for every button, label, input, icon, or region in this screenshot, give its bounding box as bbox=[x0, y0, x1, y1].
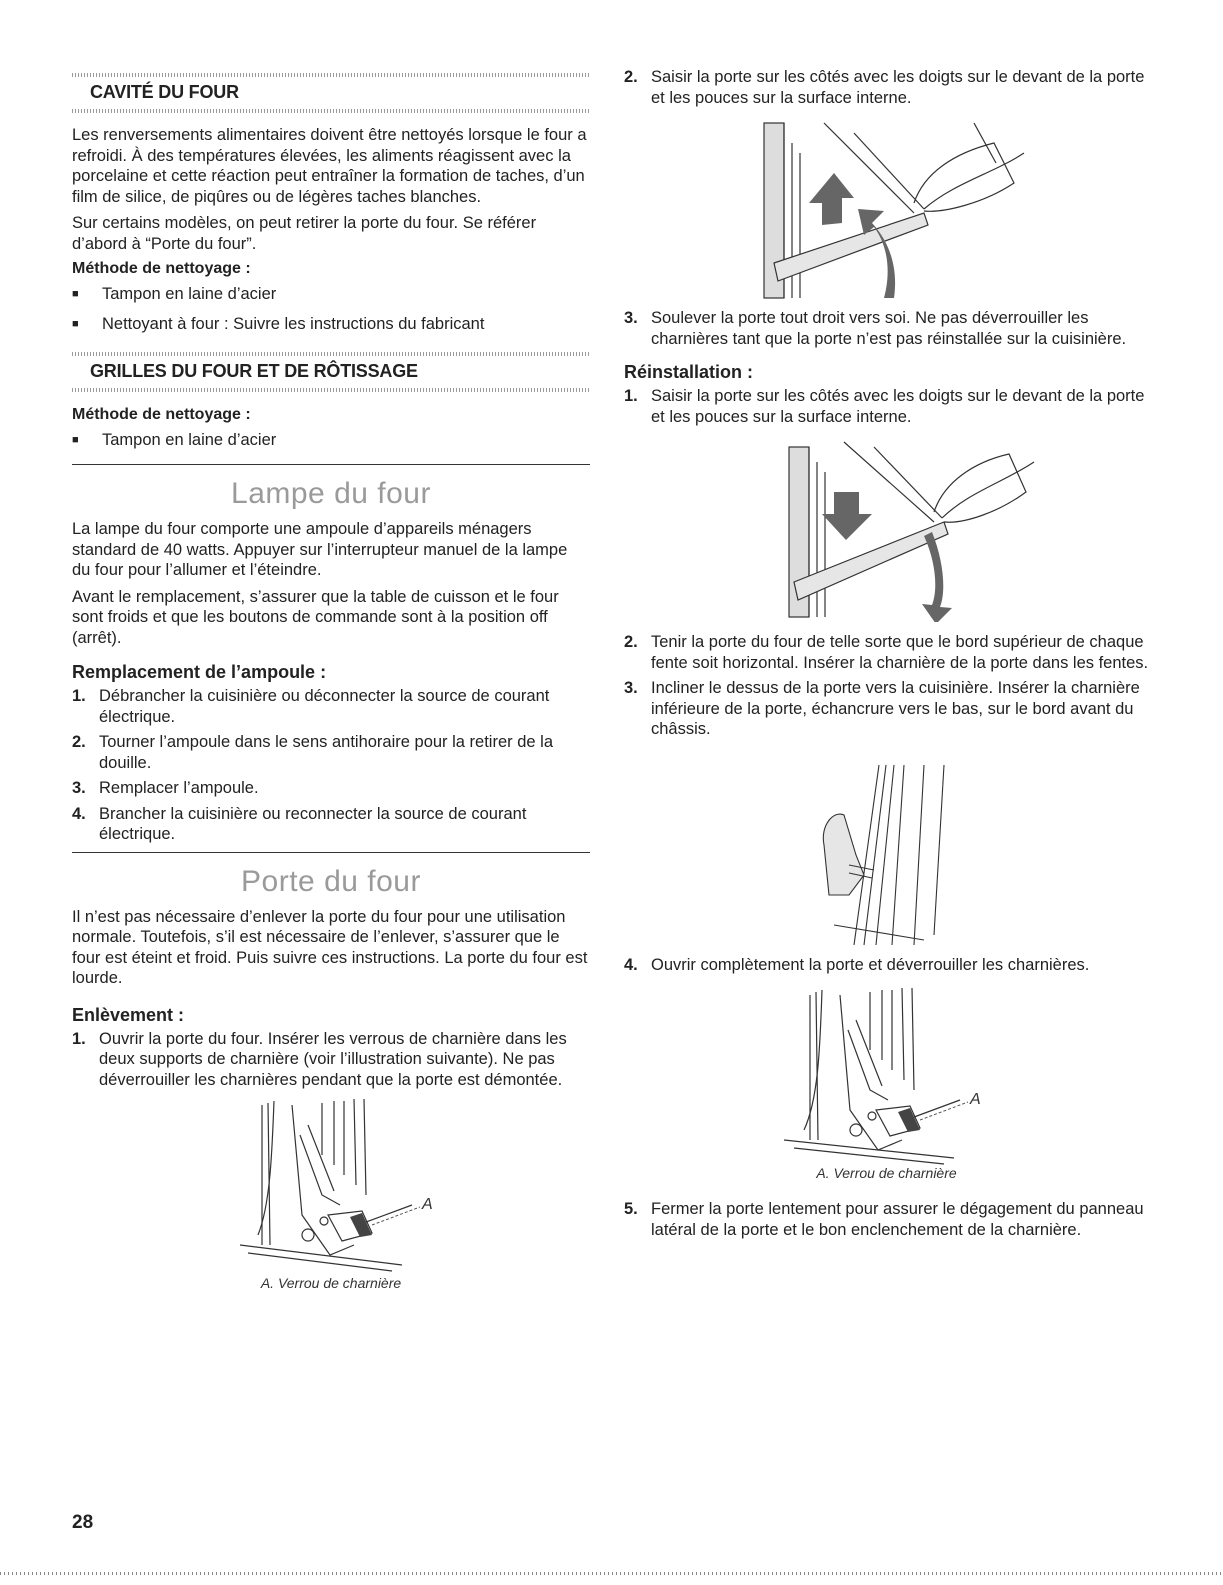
left-column bbox=[72, 0, 590, 1291]
hinge-unlock-illustration bbox=[624, 980, 1149, 1165]
lampe-paragraph-1: La lampe du four comporte une ampoule d’appareils ménagers standard de 40 watts. Appuyer sur l’interrupteur manuel de la lampe du four pour l’allumer et l’éteindre. bbox=[72, 520, 568, 579]
grilles-method-heading: Méthode de nettoyage : bbox=[72, 406, 251, 423]
lampe-title: Lampe du four bbox=[231, 477, 431, 510]
list-item: 4. Brancher la cuisinière ou reconnecter la source de courant électrique. bbox=[72, 804, 527, 843]
section-heading-grilles: GRILLES DU FOUR ET DE RÔTISSAGE bbox=[90, 361, 418, 381]
list-item: 5. Fermer la porte lentement pour assurer le dégagement du panneau latéral de la porte et le bon enclenchement de la charnière. bbox=[624, 1200, 1144, 1239]
hinge-lock-illustration bbox=[72, 1095, 590, 1275]
list-item: 2. Saisir la porte sur les côtés avec les doigts sur le devant de la porte et les pouces sur la surface interne. bbox=[624, 68, 1145, 107]
list-item: ■ Nettoyant à four : Suivre les instructions du fabricant bbox=[72, 315, 485, 333]
section-heading-cavite: CAVITÉ DU FOUR bbox=[90, 82, 239, 102]
list-item: ■ Tampon en laine d’acier bbox=[72, 431, 277, 449]
list-item: ■ Tampon en laine d’acier bbox=[72, 285, 277, 303]
cavite-paragraph-1: Les renversements alimentaires doivent être nettoyés lorsque le four a refroidi. À des températures élevées, les aliments réagissent avec la porcelaine et cette réaction peut entraîner la formation de taches, d’un film de silice, de piqûres ou de légères taches blanches. bbox=[72, 126, 587, 206]
list-item: 1. Saisir la porte sur les côtés avec les doigts sur le devant de la porte et les pouces sur la surface interne. bbox=[624, 387, 1145, 426]
page-number: 28 bbox=[72, 1512, 94, 1533]
list-item: 2. Tourner l’ampoule dans le sens antihoraire pour la retirer de la douille. bbox=[72, 733, 553, 772]
cavite-method-heading: Méthode de nettoyage : bbox=[72, 260, 251, 277]
figure-caption: A. Verrou de charnière bbox=[260, 1275, 402, 1291]
door-insert-illustration bbox=[624, 432, 1149, 622]
list-item: 3. Remplacer l’ampoule. bbox=[72, 779, 259, 797]
scan-edge bbox=[0, 1572, 1223, 1575]
list-item: 2. Tenir la porte du four de telle sorte que le bord supérieur de chaque fente soit horizontal. Insérer la charnière de la porte dans les fentes. bbox=[624, 633, 1149, 672]
door-lift-illustration bbox=[624, 113, 1149, 308]
list-item: 3. Incliner le dessus de la porte vers la cuisinière. Insérer la charnière inférieure de la porte, échancrure vers le bas, sur le bord avant du châssis. bbox=[624, 679, 1140, 738]
bullet-square-icon: ■ bbox=[72, 318, 79, 330]
porte-title: Porte du four bbox=[241, 864, 421, 898]
cavite-paragraph-2: Sur certains modèles, on peut retirer la porte du four. Se référer d’abord à “Porte du four”. bbox=[72, 214, 537, 253]
figure-label-a: A bbox=[970, 1091, 981, 1108]
figure-label-a: A bbox=[422, 1196, 433, 1213]
reinstallation-subheading: Réinstallation : bbox=[624, 362, 754, 382]
list-item: 1. Débrancher la cuisinière ou déconnecter la source de courant électrique. bbox=[72, 687, 550, 726]
list-item: 4. Ouvrir complètement la porte et déverrouiller les charnières. bbox=[624, 955, 1090, 974]
figure-caption: A. Verrou de charnière bbox=[816, 1165, 957, 1181]
lampe-subheading: Remplacement de l’ampoule : bbox=[72, 662, 327, 682]
porte-paragraph: Il n’est pas nécessaire d’enlever la porte du four pour une utilisation normale. Toutefois, s’il est nécessaire de l’enlever, s’assurer que le four est éteint et froid. Puis suivre ces instructions. La porte du four est lourde. bbox=[72, 907, 588, 987]
list-item: 1. Ouvrir la porte du four. Insérer les verrous de charnière dans les deux supports de charnière (voir l’illustration suivante). Ne pas déverrouiller les charnières pendant que la porte est démontée. bbox=[72, 1029, 567, 1089]
divider bbox=[72, 852, 590, 853]
bullet-square-icon: ■ bbox=[72, 288, 79, 300]
lampe-paragraph-2: Avant le remplacement, s’assurer que la table de cuisson et le four sont froids et que les boutons de commande sont à la position off (arrêt). bbox=[72, 587, 559, 647]
enlevement-subheading: Enlèvement : bbox=[72, 1004, 185, 1025]
bullet-square-icon: ■ bbox=[72, 434, 79, 446]
right-column bbox=[624, 0, 1149, 1245]
hinge-insert-illustration bbox=[624, 745, 1149, 955]
divider bbox=[72, 464, 590, 465]
list-item: 3. Soulever la porte tout droit vers soi. Ne pas déverrouiller les charnières tant que la porte n’est pas réinstallée sur la cuisinière. bbox=[624, 309, 1127, 348]
